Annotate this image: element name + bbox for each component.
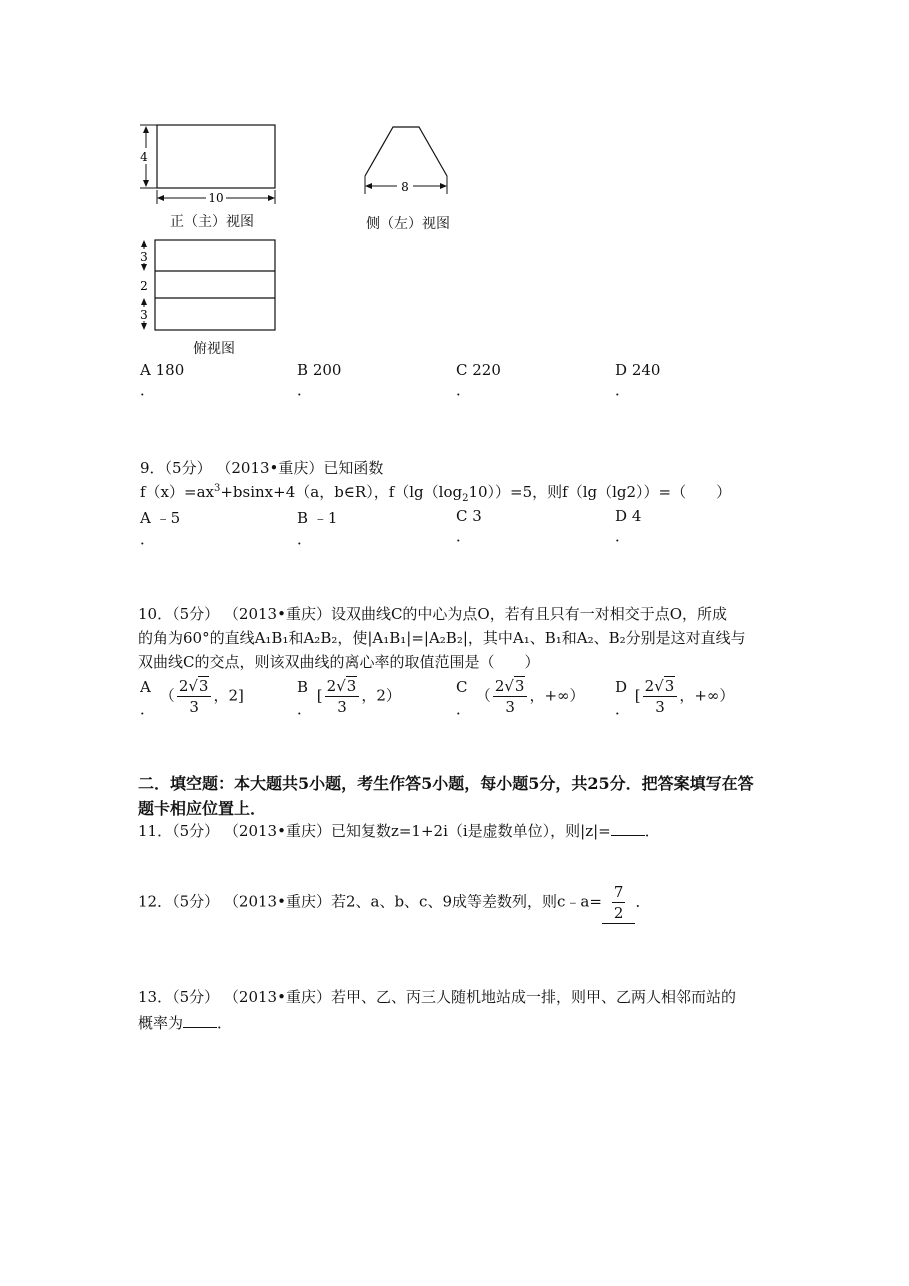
top-view-caption: 俯视图 [193,341,235,357]
top-view-rect [155,240,275,330]
trapezoid-outline [365,127,447,176]
q10-option-a[interactable]: A ． （ $\frac{2√3}{3}$ ，2] [140,677,244,718]
front-view-diagram [130,118,290,208]
question-12: 12．（5分） （2013•重庆）若2、a、b、c、9成等差数列，则c﹣a= $\frac{7}{2}$ ． [138,883,651,922]
q10-option-c[interactable]: C ． （ $\frac{2√3}{3}$ ，+∞） [456,677,585,718]
question-11: 11．（5分） （2013•重庆）已知复数z=1+2i（i是虚数单位），则|z|= ． [138,822,660,840]
q10-line-2: 的角为60°的直线A₁B₁和A₂B₂，使|A₁B₁|=|A₂B₂|，其中A₁、B₁和A₂、B₂分别是这对直线与 [138,629,746,647]
front-view-rect [157,125,275,188]
side-view-diagram [355,118,465,198]
q13-answer-blank[interactable] [183,1013,217,1028]
q10-option-d[interactable]: D ． [ $\frac{2√3}{3}$ ，+∞） [615,677,735,718]
q9-option-d[interactable]: D 4 ． [615,507,642,545]
q9-stem: $f(x)=ax^3+bsinx+4(a$，b∈R），$f(\lg(\log_210))=5$，则f（lg（lg2））=（ ） [140,483,732,504]
q8-option-d[interactable]: D 240 ． [615,361,661,399]
q12-answer-blank[interactable]: $\frac{7}{2}$ [602,882,636,924]
q8-option-c[interactable]: C 220 ． [456,361,501,399]
side-width-label: 8 [401,180,409,194]
q9-option-a[interactable]: A ﹣5 ． [140,509,181,548]
width-label: 10 [208,191,224,205]
top-label-3: 3 [140,308,148,322]
side-view-caption: 侧（左）视图 [366,216,450,232]
top-label-1: 3 [140,250,148,264]
q9-option-b[interactable]: B ﹣1 ． [297,509,338,548]
height-label: 4 [140,150,148,164]
q8-option-b[interactable]: B 200 ． [297,361,342,399]
q9-header: 9．（5分） （2013•重庆）已知函数 [140,459,384,477]
top-label-2: 2 [140,279,148,293]
q13-line-2: 概率为 ． [138,1014,233,1032]
section-2-heading-line-2: 题卡相应位置上． [138,799,267,818]
q10-line-1: 10．（5分） （2013•重庆）设双曲线C的中心为点O，若有且只有一对相交于点O，所成 [138,605,728,623]
q10-option-b[interactable]: B ． [ $\frac{2√3}{3}$ ，2） [297,677,401,718]
front-view-caption: 正（主）视图 [170,214,254,230]
q11-answer-blank[interactable] [611,821,645,836]
q8-option-a[interactable]: A 180 ． [140,361,185,399]
top-view-diagram [130,235,290,335]
section-2-heading-line-1: 二．填空题：本大题共5小题，考生作答5小题，每小题5分，共25分．把答案填写在答 [138,774,754,793]
q9-option-c[interactable]: C 3 ． [456,507,482,545]
q13-line-1: 13．（5分） （2013•重庆）若甲、乙、丙三人随机地站成一排，则甲、乙两人相邻而站的 [138,988,736,1006]
q10-line-3: 双曲线C的交点，则该双曲线的离心率的取值范围是（ ） [138,653,540,671]
